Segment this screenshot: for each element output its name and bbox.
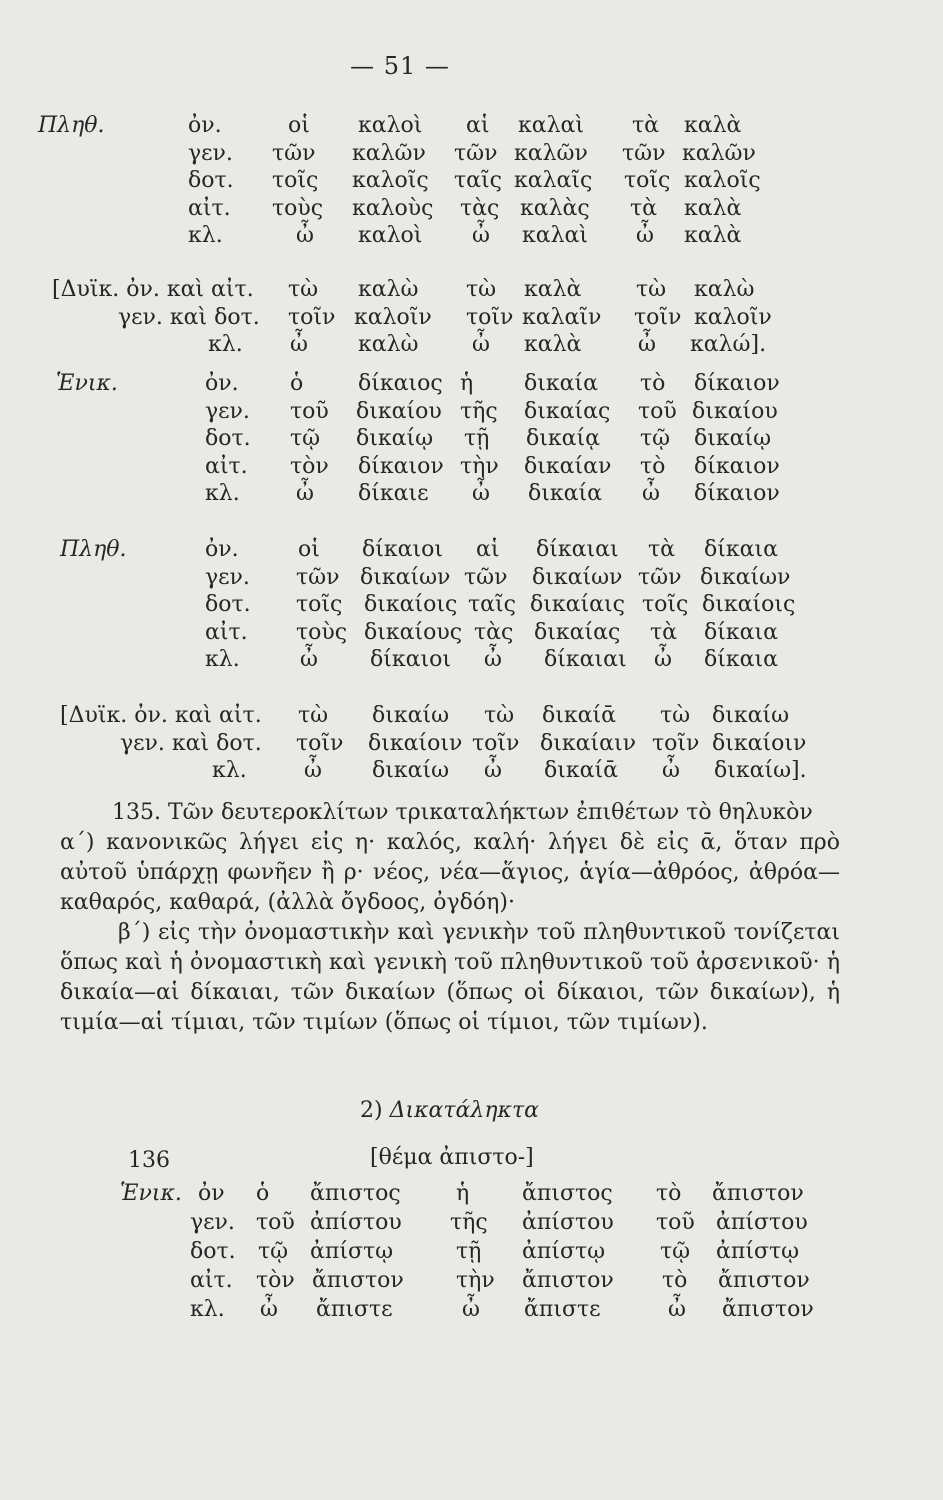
form-fem: ἄπιστον bbox=[522, 1268, 614, 1293]
table-row bbox=[0, 195, 943, 223]
article-masc: τὸν bbox=[256, 1268, 295, 1293]
article-masc: τοῖς bbox=[296, 592, 343, 617]
form-fem: δικαίᾱ bbox=[542, 703, 616, 728]
form-masc: καλοὶ bbox=[358, 113, 423, 138]
form-fem: ἀπίστου bbox=[522, 1210, 614, 1235]
paragraph-135 bbox=[60, 798, 840, 1038]
article-fem: τὴν bbox=[460, 453, 499, 479]
article-neut: τὰ bbox=[648, 537, 676, 562]
theme-label: [θέμα ἀπιστο-] bbox=[370, 1145, 534, 1170]
article-neut: ὦ bbox=[636, 223, 654, 248]
article-neut: τὸ bbox=[662, 1268, 688, 1293]
dual-kalos-table bbox=[0, 276, 943, 359]
form-neut: δικαίοιν bbox=[712, 730, 807, 756]
article-neut: τὼ bbox=[660, 703, 691, 728]
case-label: κλ. bbox=[188, 223, 223, 248]
form-neut: δικαίω]. bbox=[714, 758, 807, 783]
article-fem: τὼ bbox=[484, 703, 515, 728]
table-row bbox=[0, 730, 943, 758]
form-masc: ἀπίστου bbox=[310, 1210, 402, 1235]
case-label: γεν. bbox=[190, 1210, 235, 1235]
article-neut: τοῦ bbox=[638, 398, 677, 424]
form-neut: ἄπιστον bbox=[718, 1268, 810, 1293]
form-masc: καλοῖς bbox=[352, 168, 429, 193]
form-masc: δικαίῳ bbox=[356, 426, 434, 451]
article-neut: τῷ bbox=[660, 1239, 691, 1264]
form-masc: δίκαιοι bbox=[362, 537, 443, 562]
form-fem: δικαία bbox=[524, 371, 598, 396]
table-row bbox=[0, 757, 943, 785]
article-neut: τὼ bbox=[636, 277, 667, 302]
form-masc: δίκαιος bbox=[358, 371, 443, 396]
article-masc: ὁ bbox=[256, 1181, 270, 1206]
form-masc: δικαίους bbox=[364, 619, 463, 645]
form-neut: δικαίω bbox=[712, 703, 790, 728]
case-label: δοτ. bbox=[205, 592, 251, 617]
form-fem: καλὰ bbox=[524, 277, 582, 302]
article-fem: τὰς bbox=[460, 195, 500, 221]
article-neut: τὰ bbox=[650, 619, 678, 645]
form-masc: δικαίω bbox=[372, 758, 450, 783]
article-masc: οἱ bbox=[298, 537, 320, 562]
plural-kalos-table bbox=[0, 112, 943, 250]
form-masc: καλὼ bbox=[358, 332, 419, 357]
case-label: αἰτ. bbox=[190, 1268, 233, 1293]
article-masc: ὦ bbox=[260, 1297, 278, 1322]
article-neut: τὸ bbox=[640, 453, 666, 479]
article-masc: τοῖν bbox=[288, 304, 336, 330]
form-neut: δίκαια bbox=[704, 619, 778, 645]
table-row bbox=[0, 398, 943, 426]
form-fem: δικαία bbox=[528, 481, 602, 506]
form-fem: ἄπιστε bbox=[524, 1297, 601, 1322]
case-label: δοτ. bbox=[188, 168, 234, 193]
article-neut: τὰ bbox=[632, 113, 660, 138]
form-masc: δικαίων bbox=[360, 564, 451, 590]
form-masc: δικαίου bbox=[356, 398, 442, 424]
form-fem: καλαὶ bbox=[522, 223, 589, 248]
article-fem: ἡ bbox=[460, 371, 474, 396]
form-masc: δίκαιε bbox=[358, 481, 429, 506]
form-neut: ἄπιστον bbox=[722, 1297, 814, 1322]
form-fem: δικαίαιν bbox=[540, 730, 636, 756]
table-row bbox=[0, 331, 943, 359]
form-neut: δίκαιον bbox=[694, 453, 780, 479]
form-fem: καλαῖς bbox=[514, 168, 593, 193]
number-label: Πληθ. bbox=[60, 537, 127, 562]
form-masc: καλοὺς bbox=[352, 195, 434, 221]
form-neut: δικαίου bbox=[692, 398, 778, 424]
article-masc: ὦ bbox=[304, 758, 322, 783]
table-row bbox=[0, 167, 943, 195]
article-neut: τῷ bbox=[640, 426, 671, 451]
form-fem: δίκαιαι bbox=[536, 537, 619, 562]
case-label: αἰτ. bbox=[205, 453, 248, 479]
table-row bbox=[0, 591, 943, 619]
case-label: ὀν. bbox=[205, 537, 239, 562]
section-heading bbox=[360, 1098, 539, 1123]
article-neut: τοῖν bbox=[652, 730, 700, 756]
number-label: Πληθ. bbox=[38, 113, 105, 138]
case-label: ὀν bbox=[198, 1181, 225, 1206]
form-neut: δίκαια bbox=[704, 647, 778, 672]
form-neut: δικαίων bbox=[700, 564, 791, 590]
form-fem: δικαίᾱ bbox=[544, 758, 618, 783]
article-masc: τοῖν bbox=[296, 730, 344, 756]
case-label: γεν. καὶ δοτ. bbox=[120, 730, 262, 756]
article-masc: ὦ bbox=[290, 332, 308, 357]
case-label: κλ. bbox=[190, 1297, 225, 1322]
section-title: Δικατάληκτα bbox=[389, 1098, 539, 1123]
case-label: αἰτ. bbox=[188, 195, 231, 221]
case-label: γεν. bbox=[205, 564, 250, 590]
form-neut: δικαίοις bbox=[702, 592, 796, 617]
article-fem: ἡ bbox=[456, 1181, 470, 1206]
table-row bbox=[0, 1209, 943, 1238]
article-masc: ὦ bbox=[296, 223, 314, 248]
article-masc: ὦ bbox=[296, 481, 314, 506]
case-label: γεν. bbox=[205, 398, 250, 424]
dual-dikaios-table bbox=[0, 702, 943, 785]
article-masc: τῷ bbox=[290, 426, 321, 451]
case-label: δοτ. bbox=[205, 426, 251, 451]
article-masc: τὼ bbox=[298, 703, 329, 728]
article-fem: ὦ bbox=[484, 647, 502, 672]
form-neut: καλοῖν bbox=[694, 304, 772, 330]
article-fem: αἱ bbox=[466, 113, 490, 138]
form-neut: ἀπίστῳ bbox=[716, 1239, 800, 1264]
plural-dikaios-table bbox=[0, 536, 943, 674]
table-row bbox=[0, 222, 943, 250]
case-label: δοτ. bbox=[190, 1239, 236, 1264]
article-neut: τὰ bbox=[630, 195, 658, 221]
case-label: ὀν. bbox=[188, 113, 222, 138]
form-fem: καλῶν bbox=[514, 140, 588, 166]
page-number: — 51 — bbox=[350, 52, 450, 80]
article-fem: τὴν bbox=[456, 1268, 495, 1293]
number-label: Ἑνικ. bbox=[56, 371, 118, 396]
form-fem: καλαὶ bbox=[518, 113, 585, 138]
article-neut: τὸ bbox=[640, 371, 666, 396]
paragraph-line: β΄) εἰς τὴν ὀνομαστικὴν καὶ γενικὴν τοῦ πληθυντικοῦ τονίζεται ὅπως καὶ ἡ ὀνομαστικὴ καὶ γενικὴ τοῦ πληθυντικοῦ τοῦ ἀρσενικοῦ· ἡ δικαία—αἱ δίκαιαι, τῶν δικαίων (ὅπως οἱ δίκαιοι, τῶν δικαίων), ἡ τιμία—αἱ τίμιαι, τῶν τιμίων (ὅπως οἱ τίμιοι, τῶν τιμίων). bbox=[60, 920, 840, 1035]
form-masc: καλοὶ bbox=[358, 223, 423, 248]
form-fem: δικαίων bbox=[532, 564, 623, 590]
article-fem: τῆς bbox=[450, 1210, 488, 1235]
article-masc: οἱ bbox=[288, 113, 310, 138]
table-row bbox=[0, 619, 943, 647]
table-row bbox=[0, 1180, 943, 1209]
table-row bbox=[0, 702, 943, 730]
article-fem: τῶν bbox=[454, 140, 498, 166]
case-label: κλ. bbox=[205, 647, 240, 672]
table-row bbox=[0, 646, 943, 674]
form-neut: δίκαια bbox=[704, 537, 778, 562]
article-masc: τῷ bbox=[258, 1239, 289, 1264]
article-neut: τοῦ bbox=[656, 1210, 695, 1235]
form-masc: δικαίοιν bbox=[368, 730, 463, 756]
article-fem: ὦ bbox=[462, 1297, 480, 1322]
article-neut: τοῖς bbox=[642, 592, 689, 617]
table-row bbox=[0, 480, 943, 508]
case-label: γεν. bbox=[188, 140, 233, 166]
table-row bbox=[0, 1296, 943, 1325]
form-fem: δικαίαν bbox=[524, 453, 612, 479]
case-label: ὀν. bbox=[205, 371, 239, 396]
article-masc: τοὺς bbox=[296, 619, 348, 645]
form-fem: ἄπιστος bbox=[522, 1181, 613, 1206]
form-masc: καλὼ bbox=[358, 277, 419, 302]
table-row bbox=[0, 304, 943, 332]
form-masc: ἄπιστος bbox=[310, 1181, 401, 1206]
form-masc: ἀπίστῳ bbox=[310, 1239, 394, 1264]
number-label: Ἑνικ. bbox=[120, 1181, 182, 1206]
form-neut: καλῶν bbox=[682, 140, 756, 166]
form-fem: δικαίαις bbox=[530, 592, 625, 617]
form-neut: καλώ]. bbox=[690, 332, 767, 357]
form-masc: δίκαιον bbox=[358, 453, 444, 479]
article-fem: ταῖς bbox=[454, 168, 502, 193]
article-masc: τῶν bbox=[272, 140, 316, 166]
form-neut: καλοῖς bbox=[684, 168, 761, 193]
form-neut: ἄπιστον bbox=[712, 1181, 804, 1206]
article-fem: τοῖν bbox=[472, 730, 520, 756]
paragraph-line: α΄) κανονικῶς λήγει εἰς η· καλός, καλή· λήγει δὲ εἰς ᾱ, ὅταν πρὸ αὐτοῦ ὑπάρχῃ φωνῆεν ἢ ρ· νέος, νέα—ἅγιος, ἁγία—ἀθρόος, ἀθρόα—καθαρός, καθαρά, (ἀλλὰ ὄγδοος, ὀγδόη)· bbox=[60, 830, 840, 915]
article-neut: τοῖν bbox=[634, 304, 682, 330]
form-fem: δικαίας bbox=[524, 398, 611, 424]
form-neut: καλὰ bbox=[684, 195, 742, 221]
form-neut: δίκαιον bbox=[694, 371, 780, 396]
form-masc: καλοῖν bbox=[354, 304, 432, 330]
paragraph-136-number: 136 bbox=[128, 1148, 170, 1173]
table-row bbox=[0, 1267, 943, 1296]
article-masc: τοῖς bbox=[272, 168, 319, 193]
article-fem: τῇ bbox=[456, 1239, 482, 1264]
article-fem: ὦ bbox=[472, 223, 490, 248]
article-fem: ὦ bbox=[472, 332, 490, 357]
case-label: γεν. καὶ δοτ. bbox=[118, 304, 260, 330]
article-fem: αἱ bbox=[476, 537, 500, 562]
table-row bbox=[0, 1238, 943, 1267]
article-neut: τῶν bbox=[622, 140, 666, 166]
section-number: 2) bbox=[360, 1098, 383, 1123]
form-neut: καλὰ bbox=[684, 113, 742, 138]
case-label: [Δυϊκ. ὀν. καὶ αἰτ. bbox=[60, 703, 262, 728]
table-row bbox=[0, 453, 943, 481]
form-masc: ἄπιστε bbox=[316, 1297, 393, 1322]
case-label: κλ. bbox=[205, 481, 240, 506]
article-masc: ὁ bbox=[290, 371, 304, 396]
article-neut: τοῖς bbox=[624, 168, 671, 193]
case-label: [Δυϊκ. ὀν. καὶ αἰτ. bbox=[52, 277, 254, 302]
form-fem: καλὰς bbox=[520, 195, 590, 221]
form-neut: δίκαιον bbox=[694, 481, 780, 506]
case-label: αἰτ. bbox=[205, 619, 248, 645]
article-fem: τὰς bbox=[474, 619, 514, 645]
article-fem: τὼ bbox=[466, 277, 497, 302]
table-row bbox=[0, 370, 943, 398]
table-row bbox=[0, 276, 943, 304]
article-fem: ὦ bbox=[472, 481, 490, 506]
table-row bbox=[0, 564, 943, 592]
article-masc: τὼ bbox=[288, 277, 319, 302]
form-masc: καλῶν bbox=[352, 140, 426, 166]
table-row bbox=[0, 112, 943, 140]
case-label: κλ. bbox=[208, 332, 243, 357]
form-masc: δικαίοις bbox=[364, 592, 458, 617]
article-neut: ὦ bbox=[638, 332, 656, 357]
singular-apistos-table bbox=[0, 1180, 943, 1325]
article-masc: τοῦ bbox=[290, 398, 329, 424]
article-masc: τὸν bbox=[290, 453, 329, 479]
table-row bbox=[0, 140, 943, 168]
case-label: κλ. bbox=[212, 758, 247, 783]
form-fem: καλὰ bbox=[524, 332, 582, 357]
form-fem: καλαῖν bbox=[522, 304, 602, 330]
article-neut: ὦ bbox=[654, 647, 672, 672]
article-fem: ὦ bbox=[484, 758, 502, 783]
form-fem: δικαίας bbox=[534, 619, 621, 645]
table-row bbox=[0, 536, 943, 564]
table-row bbox=[0, 425, 943, 453]
article-fem: τῶν bbox=[464, 564, 508, 590]
form-neut: καλὰ bbox=[684, 223, 742, 248]
form-fem: δικαίᾳ bbox=[526, 426, 600, 451]
singular-dikaios-table bbox=[0, 370, 943, 508]
form-neut: δικαίῳ bbox=[694, 426, 772, 451]
article-neut: τῶν bbox=[638, 564, 682, 590]
paragraph-line: 135. Τῶν δευτεροκλίτων τρικαταλήκτων ἐπιθέτων τὸ θηλυκὸν bbox=[112, 800, 813, 825]
article-masc: τοῦ bbox=[256, 1210, 295, 1235]
form-fem: δίκαιαι bbox=[544, 647, 627, 672]
article-masc: τῶν bbox=[296, 564, 340, 590]
form-masc: δίκαιοι bbox=[370, 647, 451, 672]
article-fem: τῇ bbox=[464, 426, 490, 451]
form-fem: ἀπίστῳ bbox=[522, 1239, 606, 1264]
form-masc: ἄπιστον bbox=[312, 1268, 404, 1293]
article-neut: ὦ bbox=[662, 758, 680, 783]
article-neut: τὸ bbox=[656, 1181, 682, 1206]
article-fem: τοῖν bbox=[466, 304, 514, 330]
form-neut: καλὼ bbox=[694, 277, 755, 302]
form-masc: δικαίω bbox=[372, 703, 450, 728]
form-neut: ἀπίστου bbox=[716, 1210, 808, 1235]
article-fem: τῆς bbox=[460, 398, 498, 424]
article-masc: τοὺς bbox=[272, 195, 324, 221]
article-fem: ταῖς bbox=[468, 592, 516, 617]
article-neut: ὦ bbox=[668, 1297, 686, 1322]
article-masc: ὦ bbox=[300, 647, 318, 672]
article-neut: ὦ bbox=[642, 481, 660, 506]
